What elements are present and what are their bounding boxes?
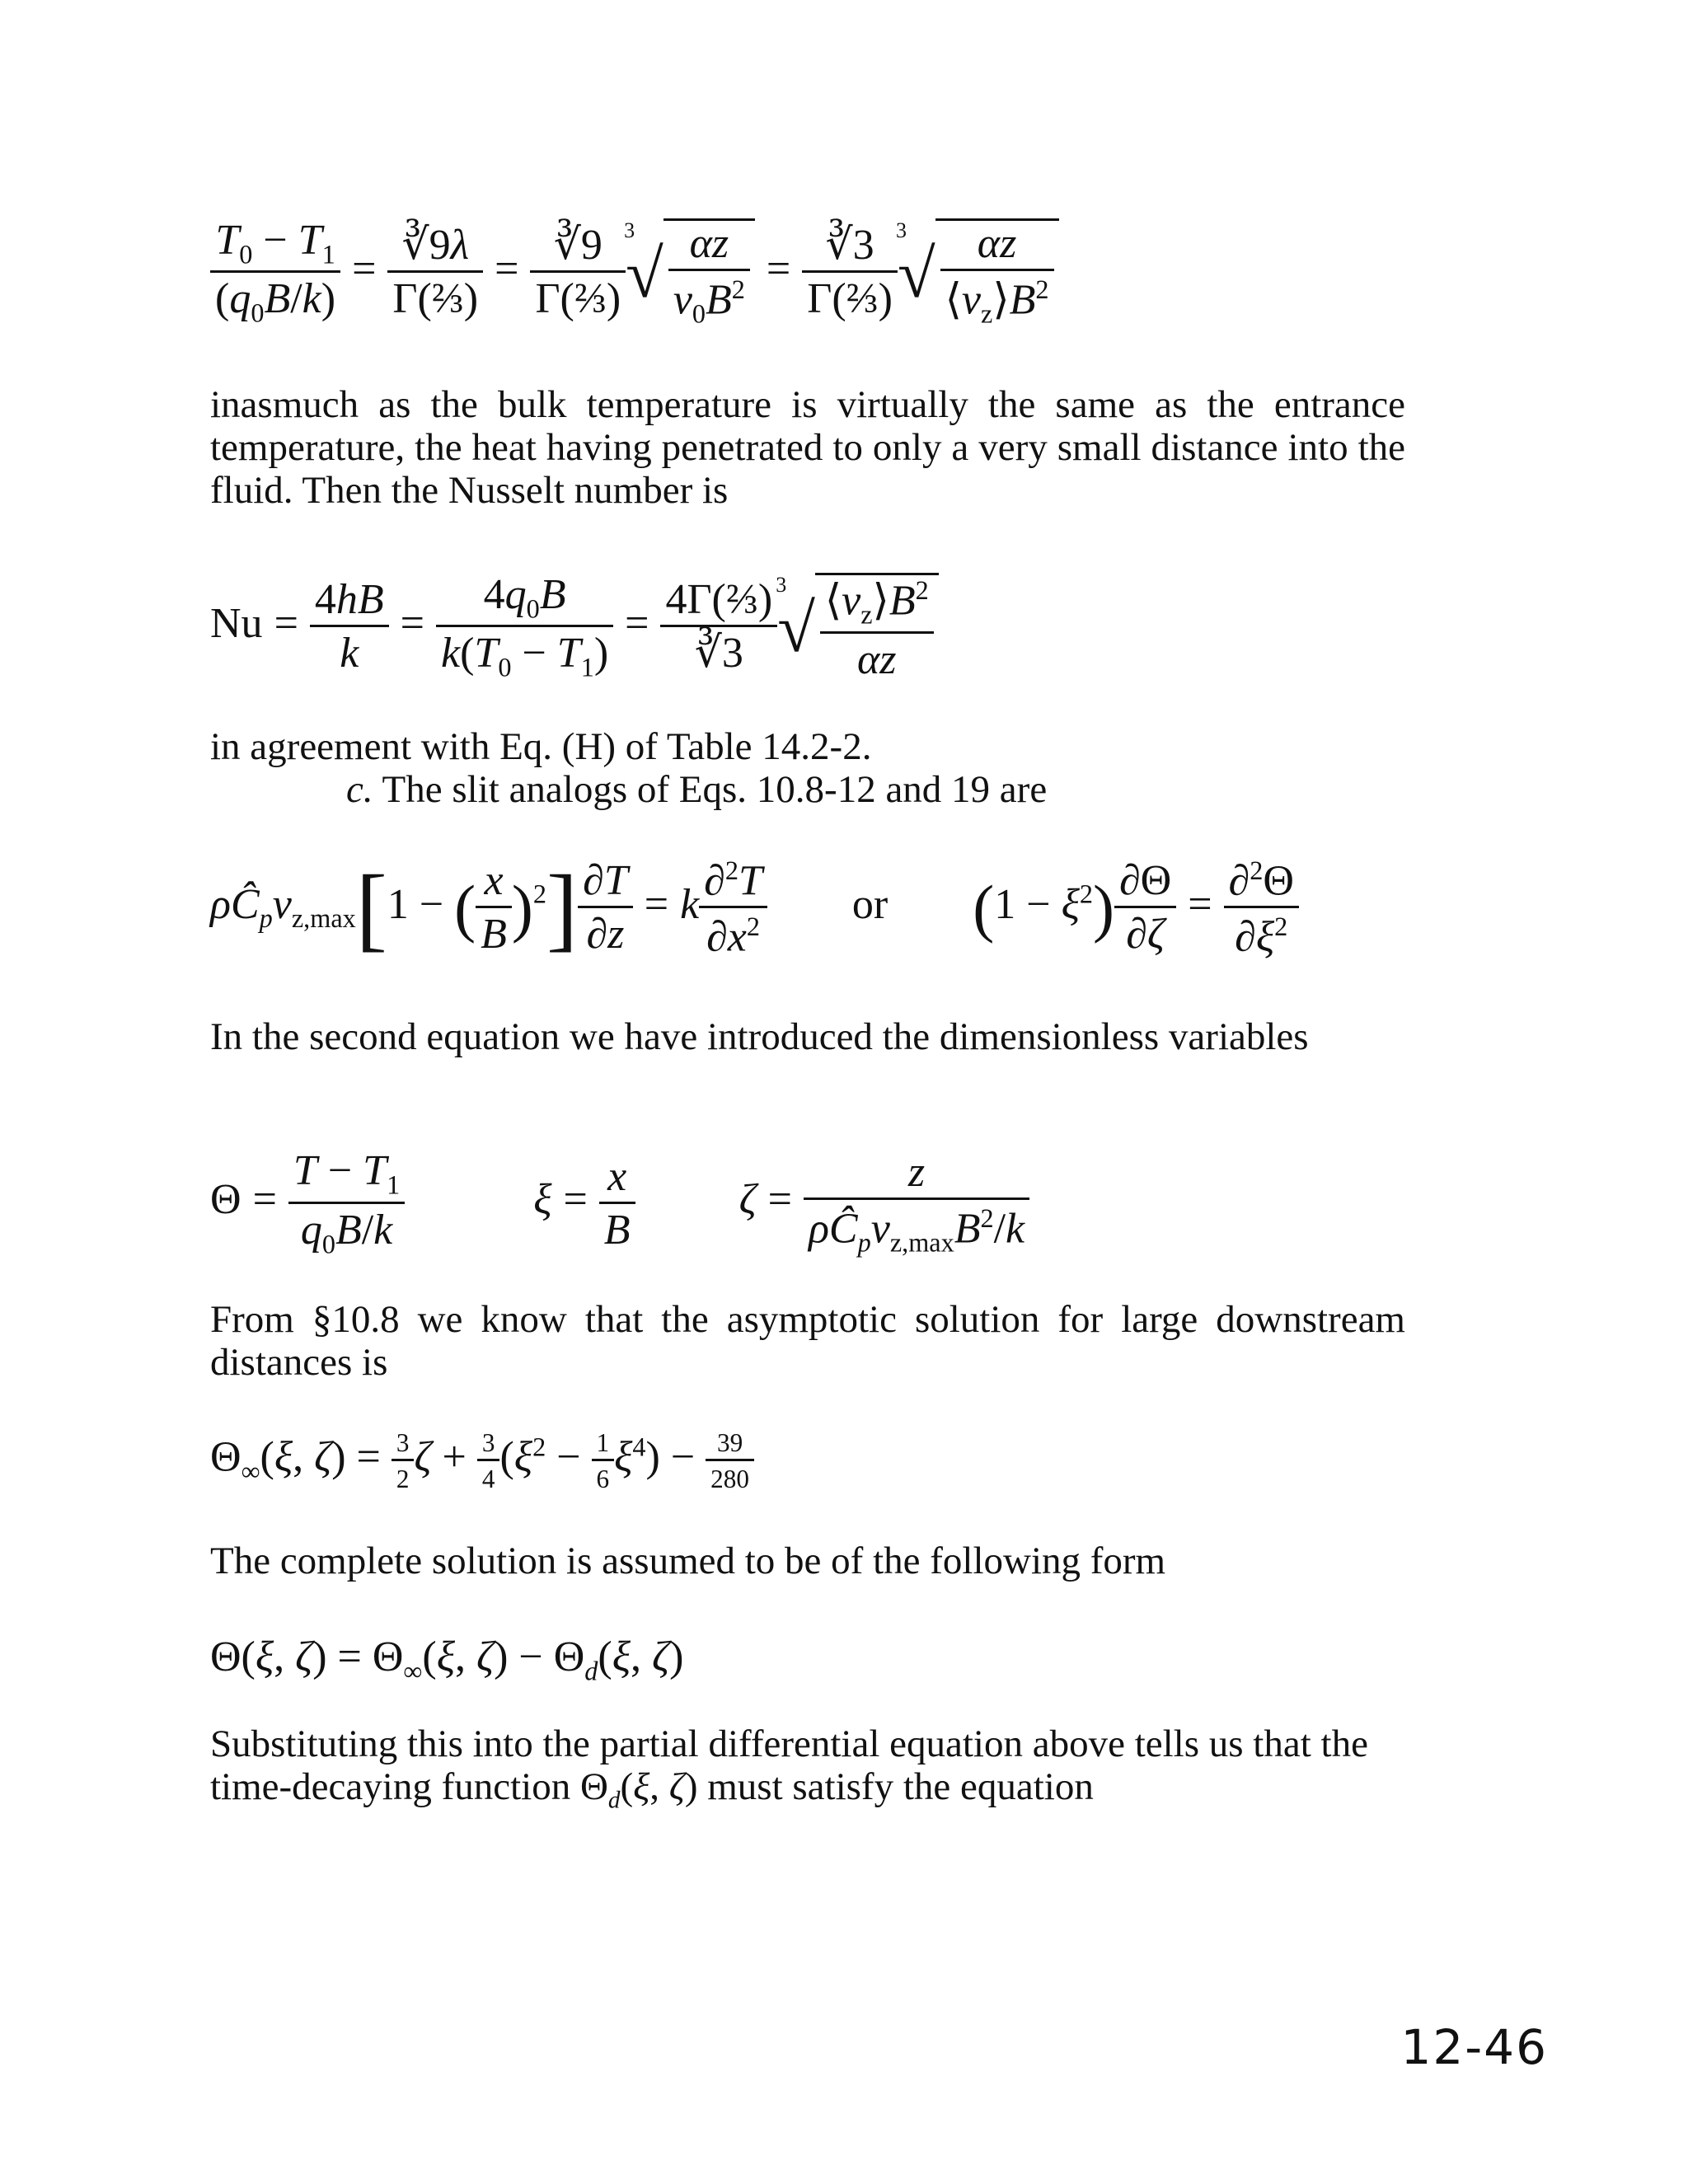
equation-temperature-ratio: $\frac{T_0 - T_1}{(q_0B/k)}$ = $\frac{∛9\lambda}{\text{Γ(⅔)}}$ = $\frac{∛9}{\text{Γ(⅔)}}$ 3 √ $\frac{\alpha z}{v_0B^2}$ = $\frac{∛3}{\text{Γ(⅔)}}$ 3 √ $\frac{\alpha z}{⟨v_z⟩B^2}$ bbox=[210, 218, 1059, 327]
substituting-text-a: Substituting this into the partial differential equation above tells us that the time-decaying function bbox=[210, 1722, 1368, 1808]
equation-dimensionless-variables: Θ = $\frac{T - T_1}{q_0B/k}$ ξ = $\frac{x}{B}$ ζ = $\frac{z}{\rho Ĉ_pv_{z,max}B^2/k}$ bbox=[210, 1150, 1029, 1257]
equation-complete-solution: Θ(ξ, $\zeta) = \Theta_\infty(\xi$, $\zeta) - \Theta_d(\xi$, ζ) bbox=[210, 1633, 684, 1686]
paragraph-bulk-temperature: inasmuch as the bulk temperature is virtually the same as the entrance temperature, the heat having penetrated to only a very small distance into the fluid. Then the Nusselt number is bbox=[210, 383, 1405, 512]
slit-analogs-text: The slit analogs of Eqs. 10.8-12 and 19 are bbox=[382, 768, 1048, 811]
line-slit-analogs bbox=[210, 768, 1405, 811]
inline-theta-d: $\Theta_d(\xi$, ζ) bbox=[579, 1765, 698, 1814]
or-word: or bbox=[851, 880, 889, 928]
item-label: c. bbox=[346, 768, 373, 811]
paragraph-agreement bbox=[210, 725, 1405, 811]
line-agreement: in agreement with Eq. (H) of Table 14.2-2. bbox=[210, 725, 872, 768]
paragraph-dimensionless: In the second equation we have introduced the dimensionless variables bbox=[210, 1015, 1309, 1058]
equation-slit-analogs: $\rho Ĉ_pv_{z,max}[1$ − ( $\frac{x}{B}$ )$^2$] $\frac{\partial T}{\partial z}$ = k $\frac{\partial^2T}{\partial x^2}$ or $(1 - \xi^2)$ $\frac{\partial\Theta}{\partial\zeta}$ = $\frac{\partial^2\Theta}{\partial\xi^2}$ bbox=[210, 857, 1299, 959]
paragraph-asymptotic: From §10.8 we know that the asymptotic solution for large downstream distances is bbox=[210, 1298, 1405, 1384]
equation-nusselt: Nu = $\frac{4hB}{k}$ = $\frac{4q_0B}{k(T_0 - T_1)}$ = $\frac{\text{4Γ(⅔)}}{∛3}$ 3 √ $\frac{⟨v_z⟩B^2}{\alpha z}$ bbox=[210, 573, 939, 682]
paragraph-substituting bbox=[210, 1722, 1405, 1821]
equation-asymptotic-solution: $\Theta_\infty(\xi$, ζ) = $\frac{3}{2}$ ζ + $\frac{3}{4}$ ($\xi^2$ − $\frac{1}{6}$ $\xi^4$) − $\frac{39}{280}$ bbox=[210, 1430, 754, 1492]
paragraph-complete-solution: The complete solution is assumed to be of the following form bbox=[210, 1540, 1166, 1582]
substituting-text-b: must satisfy the equation bbox=[697, 1765, 1094, 1808]
page-number: 12-46 bbox=[1400, 2019, 1548, 2075]
